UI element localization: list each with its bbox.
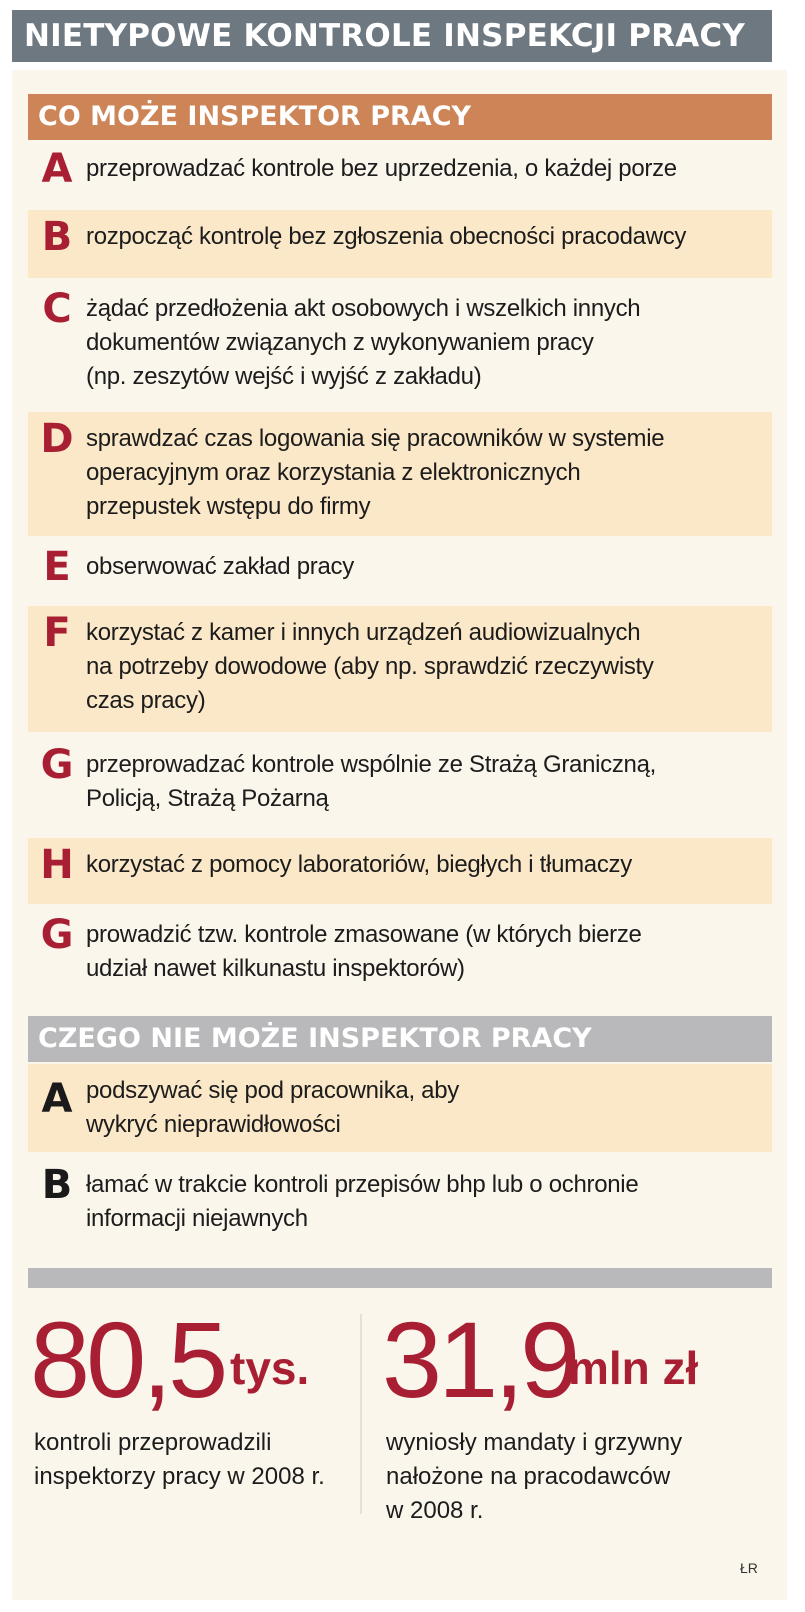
stat-caption: kontroli przeprowadzili inspektorzy pracy w 2008 r. xyxy=(34,1429,325,1490)
author-credit: ŁR xyxy=(740,1560,758,1576)
item-text: łamać w trakcie kontroli przepisów bhp lub o ochronie informacji niejawnych xyxy=(86,1171,639,1232)
can-item-b xyxy=(28,210,772,278)
can-section-header: CO MOŻE INSPEKTOR PRACY xyxy=(28,94,772,140)
item-text: obserwować zakład pracy xyxy=(86,553,354,580)
item-letter: A xyxy=(41,1076,73,1122)
can-item-f xyxy=(28,606,772,732)
item-letter: G xyxy=(40,912,74,958)
cannot-item-b xyxy=(28,1158,772,1252)
cannot-item-a xyxy=(28,1064,772,1152)
page-title: NIETYPOWE KONTROLE INSPEKCJI PRACY xyxy=(12,10,772,62)
can-item-g2 xyxy=(28,908,772,1004)
item-letter: C xyxy=(42,286,72,332)
item-letter: D xyxy=(40,416,74,462)
item-text: przeprowadzać kontrole wspólnie ze Strażą Graniczną, Policją, Strażą Pożarną xyxy=(86,751,657,812)
item-text: korzystać z kamer i innych urządzeń audiowizualnych na potrzeby dowodowe (aby np. sprawdzić rzeczywisty czas pracy) xyxy=(86,619,654,714)
item-letter: E xyxy=(43,544,71,590)
can-item-g xyxy=(28,738,772,832)
item-letter: G xyxy=(40,742,74,788)
can-item-h xyxy=(28,838,772,904)
stat-value: 31,9 xyxy=(382,1299,577,1420)
can-item-e xyxy=(28,540,772,602)
section-divider xyxy=(28,1268,772,1288)
item-text: korzystać z pomocy laboratoriów, biegłych i tłumaczy xyxy=(86,851,632,878)
stat-fines xyxy=(382,1300,772,1530)
item-text: prowadzić tzw. kontrole zmasowane (w których bierze udział nawet kilkunastu inspektorów) xyxy=(86,921,642,982)
item-text: podszywać się pod pracownika, aby wykryć nieprawidłowości xyxy=(86,1077,459,1138)
item-letter: B xyxy=(41,1162,73,1208)
item-letter: B xyxy=(41,214,73,260)
stat-unit: mln zł xyxy=(568,1342,699,1394)
stat-inspections xyxy=(30,1300,350,1530)
item-text: żądać przedłożenia akt osobowych i wszelkich innych dokumentów związanych z wykonywaniem pracy (np. zeszytów wejść i wyjść z zakładu) xyxy=(86,295,641,390)
stats-separator xyxy=(360,1314,362,1514)
item-text: przeprowadzać kontrole bez uprzedzenia, o każdej porze xyxy=(86,155,677,182)
item-text: rozpocząć kontrolę bez zgłoszenia obecności pracodawcy xyxy=(86,223,687,250)
stat-unit: tys. xyxy=(230,1342,310,1394)
stat-caption: wyniosły mandaty i grzywny nałożone na pracodawców w 2008 r. xyxy=(386,1429,683,1524)
can-item-a xyxy=(28,142,772,206)
item-letter: A xyxy=(41,146,73,192)
item-text: sprawdzać czas logowania się pracowników w systemie operacyjnym oraz korzystania z elektronicznych przepustek wstępu do firmy xyxy=(86,425,665,520)
item-letter: F xyxy=(43,610,71,656)
can-item-d xyxy=(28,412,772,536)
can-item-c xyxy=(28,282,772,406)
stat-value: 80,5 xyxy=(30,1299,225,1420)
cannot-section-header: CZEGO NIE MOŻE INSPEKTOR PRACY xyxy=(28,1016,772,1062)
item-letter: H xyxy=(40,842,74,888)
